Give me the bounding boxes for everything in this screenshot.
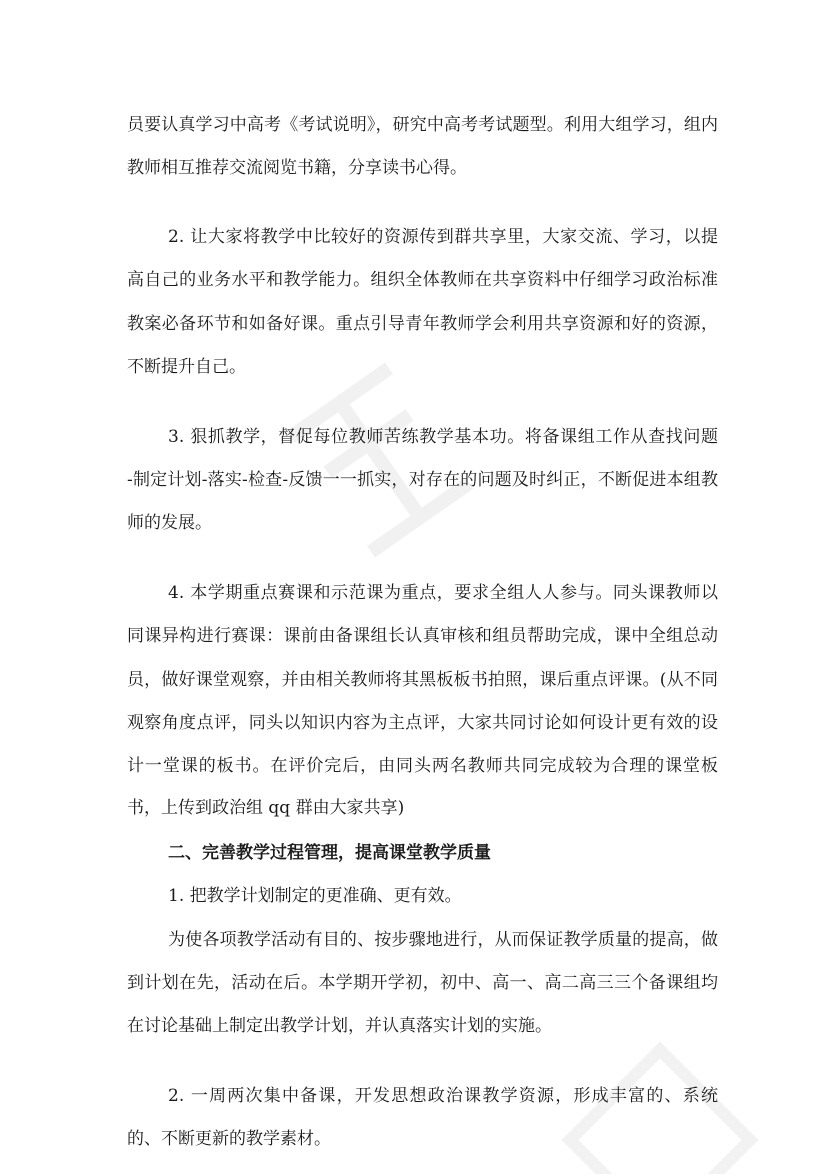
text-line: 在讨论基础上制定出教学计划，并认真落实计划的实施。	[127, 1016, 552, 1036]
text-line: 员，做好课堂观察，并由相关教师将其黑板板书拍照，课后重点评课。(从不同	[127, 670, 718, 690]
text-line: 同课异构进行赛课：课前由备课组长认真审核和组员帮助完成，课中全组总动	[127, 626, 718, 646]
text-line: 教师相互推荐交流阅览书籍，分享读书心得。	[127, 158, 467, 178]
text-line: 计一堂课的板书。在评价完后，由同头两名教师共同完成较为合理的课堂板	[127, 756, 718, 776]
text-line: 书，上传到政治组 qq 群由大家共享)	[127, 798, 405, 818]
text-line: 员要认真学习中高考《考试说明》，研究中高考考试题型。利用大组学习，组内	[127, 115, 718, 135]
text-line: 观察角度点评，同头以知识内容为主点评，大家共同讨论如何设计更有效的设	[127, 713, 718, 733]
text-line: 不断提升自己。	[127, 357, 246, 377]
text-line: 教案必备环节和如备好课。重点引导青年教师学会利用共享资源和好的资源，	[127, 314, 718, 334]
text-line: -制定计划-落实-检查-反馈一一抓实，对存在的问题及时纠正，不断促进本组教	[127, 470, 718, 490]
text-line: 为使各项教学活动有目的、按步骤地进行，从而保证教学质量的提高，做	[168, 930, 718, 950]
text-line: 3. 狠抓教学，督促每位教师苦练教学基本功。将备课组工作从查找问题	[168, 427, 718, 447]
text-line: 1. 把教学计划制定的更准确、更有效。	[168, 886, 462, 906]
text-line: 到计划在先，活动在后。本学期开学初，初中、高一、高二高三三个备课组均	[127, 973, 718, 993]
text-line: 高自己的业务水平和教学能力。组织全体教师在共享资料中仔细学习政治标准	[127, 270, 718, 290]
text-line: 的、不断更新的教学素材。	[127, 1129, 331, 1149]
text-line: 二、完善教学过程管理，提高课堂教学质量	[168, 843, 491, 863]
text-line: 2. 让大家将教学中比较好的资源传到群共享里，大家交流、学习，以提	[168, 227, 718, 247]
text-line: 2. 一周两次集中备课，开发思想政治课教学资源，形成丰富的、系统	[168, 1086, 718, 1106]
text-line: 师的发展。	[127, 513, 212, 533]
text-line: 4. 本学期重点赛课和示范课为重点，要求全组人人参与。同头课教师以	[168, 583, 718, 603]
